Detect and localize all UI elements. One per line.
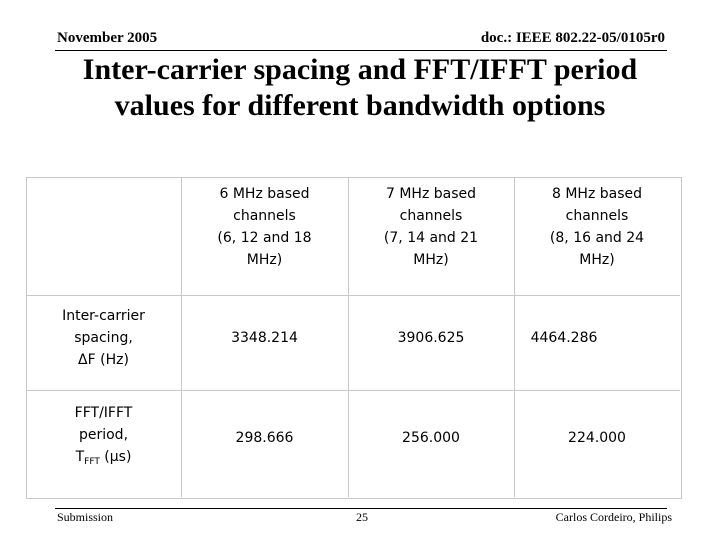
column-header-line: MHz)	[246, 252, 283, 268]
row-label-line: spacing,	[74, 330, 133, 346]
footer-submission: Submission	[57, 510, 114, 524]
footer-page-number: 25	[356, 510, 368, 524]
column-header-line: channels	[399, 208, 463, 224]
header-doc-id: doc.: IEEE 802.22-05/0105r0	[480, 30, 665, 46]
column-header-line: (6, 12 and 18	[217, 230, 312, 246]
row-label-t-symbol: T	[75, 449, 85, 465]
cell-spacing-8mhz: 4464.286	[530, 330, 598, 346]
column-header-line: 8 MHz based	[551, 186, 643, 202]
column-header-line: (7, 14 and 21	[383, 230, 479, 246]
cell-spacing-6mhz: 3348.214	[231, 330, 298, 346]
row-label-line: Inter-carrier	[62, 308, 145, 324]
row-label-subscript: FFT	[84, 457, 100, 467]
title-line-1: Inter-carrier spacing and FFT/IFFT period	[82, 53, 638, 86]
title-line-2: values for different bandwidth options	[114, 89, 606, 122]
cell-period-8mhz: 224.000	[568, 430, 626, 446]
column-header-line: 6 MHz based	[219, 186, 310, 202]
slide-title	[0, 52, 720, 124]
row-label-carrier-spacing	[26, 305, 181, 371]
footer-rule	[55, 508, 667, 509]
row-label-line: FFT/IFFT	[74, 405, 133, 421]
column-header-line: channels	[565, 208, 629, 224]
table-divider-h2	[26, 390, 680, 391]
column-header-line: 7 MHz based	[385, 186, 477, 202]
column-header-6mhz	[181, 183, 348, 271]
cell-period-6mhz: 298.666	[235, 430, 294, 446]
header-date: November 2005	[57, 30, 158, 46]
cell-spacing-7mhz: 3906.625	[397, 330, 465, 346]
row-label-line: period,	[78, 427, 129, 443]
row-label-unit: (μs)	[99, 449, 132, 465]
row-label-line: ΔF (Hz)	[78, 352, 129, 368]
column-header-line: (8, 16 and 24	[549, 230, 645, 246]
column-header-line: MHz)	[579, 252, 615, 268]
column-header-7mhz	[348, 183, 514, 271]
column-header-8mhz	[514, 183, 680, 271]
column-header-line: MHz)	[413, 252, 449, 268]
row-label-line	[26, 446, 181, 473]
column-header-line: channels	[233, 208, 296, 224]
header-rule	[55, 50, 667, 51]
row-label-fft-period	[26, 402, 181, 473]
table-divider-h1	[26, 295, 680, 296]
footer-author: Carlos Cordeiro, Philips	[555, 510, 672, 524]
cell-period-7mhz: 256.000	[402, 430, 460, 446]
